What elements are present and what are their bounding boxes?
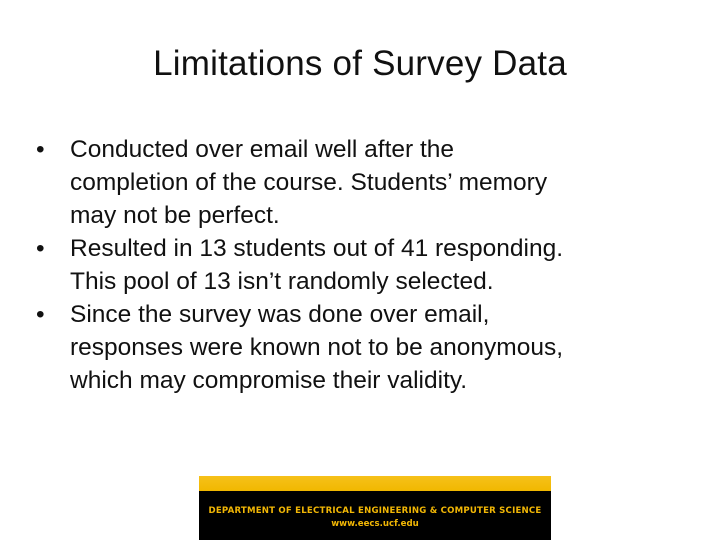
- bullet-list: [36, 133, 686, 397]
- bullet-text-line: Resulted in 13 students out of 41 responding.: [70, 235, 564, 262]
- bullet-item: [36, 133, 686, 232]
- bullet-icon: •: [36, 235, 45, 262]
- bullet-text-line: responses were known not to be anonymous,: [70, 334, 564, 361]
- slide-title: Limitations of Survey Data: [153, 44, 567, 83]
- bullet-text-line: which may compromise their validity.: [70, 367, 468, 394]
- bullet-text-line: completion of the course. Students’ memory: [70, 169, 548, 196]
- bullet-item: [36, 298, 686, 397]
- banner-gold-stripe: [199, 476, 551, 491]
- bullet-text-line: Conducted over email well after the: [70, 136, 455, 163]
- bullet-text-line: This pool of 13 isn’t randomly selected.: [70, 268, 494, 295]
- department-name: DEPARTMENT OF ELECTRICAL ENGINEERING & COMPUTER SCIENCE: [208, 506, 542, 516]
- bullet-icon: •: [36, 301, 45, 328]
- bullet-icon: •: [36, 136, 45, 163]
- department-website: www.eecs.ucf.edu: [331, 519, 419, 529]
- bullet-item: [36, 232, 686, 298]
- bullet-text-line: Since the survey was done over email,: [70, 301, 490, 328]
- department-footer-banner: [199, 476, 551, 540]
- bullet-text-line: may not be perfect.: [70, 202, 280, 229]
